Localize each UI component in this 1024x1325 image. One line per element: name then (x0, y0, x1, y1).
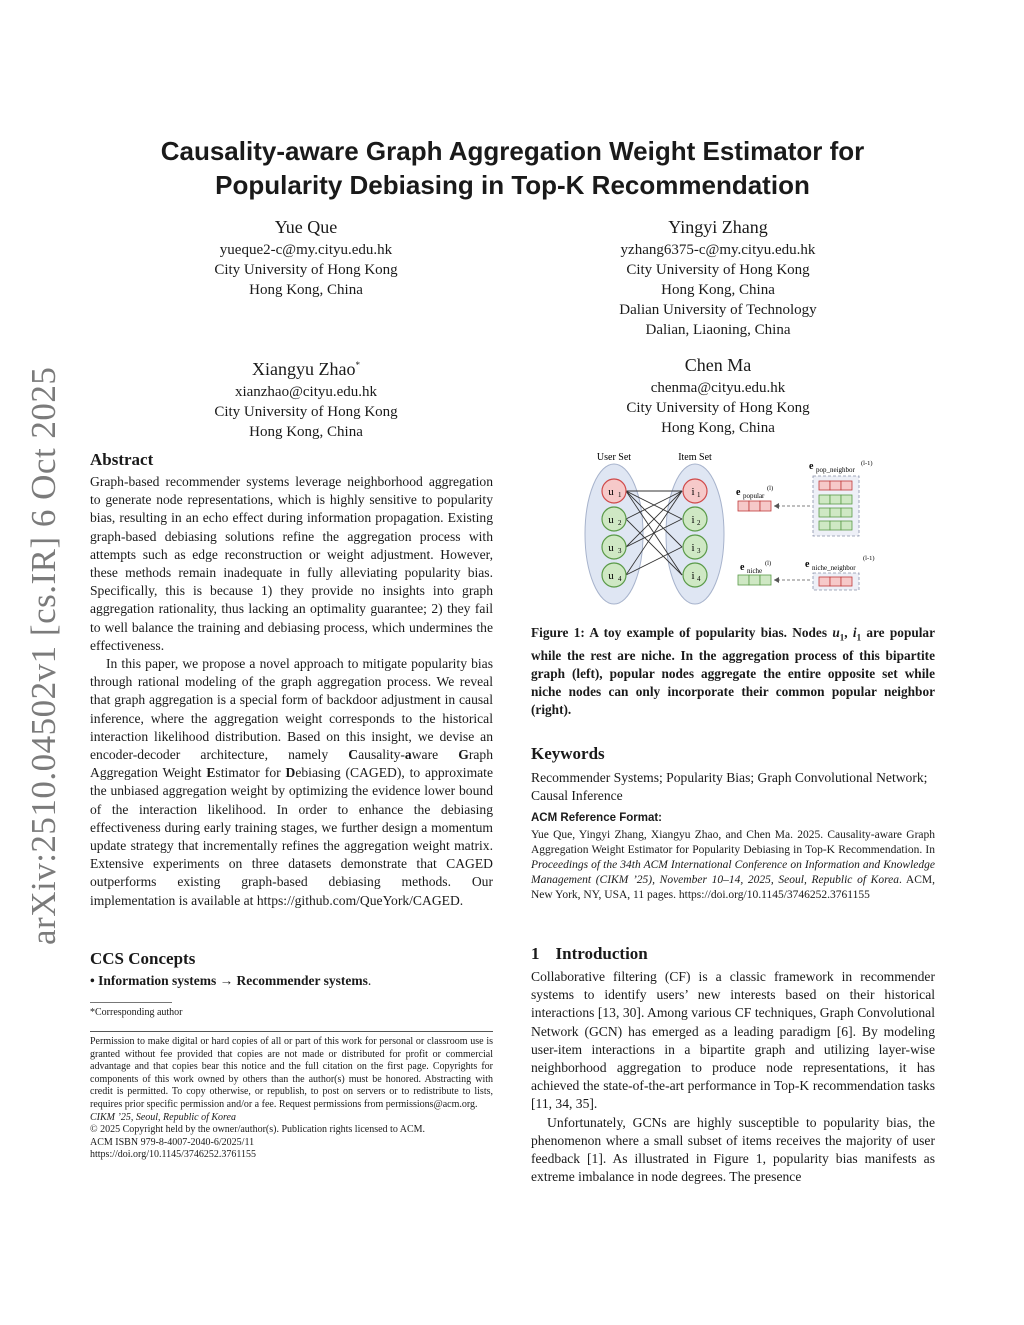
niche-neighbor-layer: (l-1) (863, 555, 875, 562)
niche-embedding-layer: (l) (765, 560, 772, 567)
caption-text: are popular while the rest are niche. In the aggregation process of this bipartite graph (left), popular nodes aggregate the entire opposite set while niche nodes can only incorporate their common popular neighbor (right). (531, 625, 935, 718)
caption-sub: 1 (839, 632, 845, 643)
figure-1-diagram (580, 446, 890, 616)
acronym-letter: E (206, 765, 216, 781)
abstract-paragraph-1: Graph-based recommender systems leverage neighborhood aggregation to generate node representations, which is highly sensitive to popularity bias, resulting in an echo effect during information propagation. Existing graph-based debiasing solutions refine the aggregation process with attempts such as edge reconstruction or weight adjustment. However, these methods remain inadequate in fully alleviating popularity bias. Specifically, this is because 1) they provide no insights into graph aggregation rationality, thus lacking an optimality guarantee; 2) they fail to well balance the training and debiasing process, which undermines the effectiveness. (90, 474, 493, 653)
item-node-3-label: i (691, 542, 695, 554)
author-affiliation: City University of Hong Kong (626, 400, 810, 416)
author-name: Yue Que (274, 217, 338, 237)
user-set-label: User Set (596, 452, 632, 463)
pop-neighbor-layer: (l-1) (861, 460, 873, 467)
item-node-1 (683, 479, 707, 503)
author-email[interactable]: chenma@cityu.edu.hk (650, 380, 786, 396)
venue-line: CIKM ’25, Seoul, Republic of Korea (90, 1111, 236, 1123)
title-line-1: Causality-aware Graph Aggregation Weight Estimator for (160, 136, 865, 166)
author-affiliation: City University of Hong Kong (626, 262, 810, 278)
author-location: Hong Kong, China (661, 420, 775, 436)
user-node-4-label: u (608, 570, 614, 582)
author-block-3 (180, 352, 432, 442)
author-location: Hong Kong, China (249, 424, 363, 440)
caption-sub: 1 (856, 632, 862, 643)
item-node-1-index: 1 (697, 491, 701, 499)
corresponding-mark: * (355, 360, 360, 370)
acronym-letter: D (285, 765, 296, 781)
figure-1-caption (531, 624, 935, 720)
user-node-2-label: u (608, 514, 614, 526)
author-name: Xiangyu Zhao (252, 359, 356, 379)
user-node-3-index: 3 (618, 547, 622, 555)
arrow-head-icon (774, 503, 779, 509)
item-node-2-index: 2 (697, 519, 701, 527)
popular-embedding (736, 485, 773, 511)
niche-embedding (738, 560, 771, 585)
section-title: Introduction (555, 944, 648, 963)
permission-divider (90, 1031, 493, 1032)
niche-neighbor-symbol: e (805, 559, 810, 570)
paper-title (90, 134, 935, 202)
popular-embedding-symbol: e (736, 487, 741, 498)
introduction-heading (531, 943, 648, 965)
caption-comma: , (844, 625, 853, 640)
isbn-line: ACM ISBN 979-8-4007-2040-6/2025/11 (90, 1136, 255, 1148)
abstract-body (90, 473, 493, 910)
popular-embedding-layer: (l) (767, 485, 774, 492)
intro-paragraph-2: Unfortunately, GCNs are highly susceptible to popularity bias, the phenomenon where a small subset of items receives the majority of user feedback [1]. As illustrated in Figure 1, popularity bias manifests as extreme imbalance in node degrees. The presence (531, 1114, 935, 1185)
item-node-2 (683, 507, 707, 531)
user-node-3-label: u (608, 542, 614, 554)
acm-reference-heading: ACM Reference Format: (531, 812, 662, 824)
item-node-4-label: i (691, 570, 695, 582)
user-node-2 (602, 507, 626, 531)
keywords-text: Recommender Systems; Popularity Bias; Graph Convolutional Network; Causal Inference (531, 770, 928, 804)
keywords-heading: Keywords (531, 744, 605, 763)
ccs-period: . (367, 973, 372, 988)
user-node-1-index: 1 (618, 491, 622, 499)
arrow-icon: → (219, 973, 234, 988)
author-location: Hong Kong, China (249, 282, 363, 298)
popular-embedding-sub: popular (743, 492, 765, 500)
user-node-1-label: u (608, 486, 614, 498)
acm-reference-part: Yue Que, Yingyi Zhang, Xiangyu Zhao, and Chen Ma. 2025. Causality-aware Graph Aggregation Weight Estimator for Popularity Debiasing in Top-K Recommendation. In (531, 829, 935, 856)
niche-neighbor-embeddings (805, 555, 875, 590)
acm-reference-proceedings: Proceedings of the 34th ACM International Conference on Information and Knowledge Management (CIKM ’25), November 10–14, 2025, Seoul, Republic of Korea (531, 859, 935, 886)
pop-neighbor-symbol: e (809, 461, 814, 472)
user-node-4 (602, 563, 626, 587)
item-node-2-label: i (691, 514, 695, 526)
title-line-2: Popularity Debiasing in Top-K Recommendation (215, 170, 810, 200)
item-node-3-index: 3 (697, 547, 701, 555)
permission-block (90, 1036, 493, 1162)
user-node-2-index: 2 (618, 519, 622, 527)
niche-embedding-symbol: e (740, 562, 745, 573)
ccs-subconcept: Recommender systems (236, 973, 368, 988)
author-name-wrapper (180, 352, 432, 382)
abstract-text: stimator for (215, 765, 286, 781)
acm-reference-part: . ACM, New York, NY, USA, 11 pages. https://doi.org/10.1145/3746252.3761155 (531, 874, 935, 901)
niche-neighbor-sub: niche_neighbor (812, 564, 856, 572)
author-affiliation: City University of Hong Kong (214, 404, 398, 420)
ccs-bullet: • (90, 973, 95, 988)
author-block-2 (592, 214, 844, 340)
author-email[interactable]: yueque2-c@my.cityu.edu.hk (219, 242, 393, 258)
abstract-text: ausality- (358, 747, 405, 763)
author-affiliation-2: Dalian University of Technology (619, 302, 817, 318)
ccs-concepts (90, 972, 493, 990)
user-node-4-index: 4 (618, 575, 622, 583)
abstract-text: In this paper, we propose a novel approach to mitigate popularity bias through rational modeling of the graph aggregation process. We reveal that graph aggregation is a special form of backdoor adjustment in causal inference, where the aggregation weight corresponds to the historical interaction likelihood distribution. Based on this insight, we devise an encoder-decoder architecture, namely (90, 656, 493, 763)
author-name: Chen Ma (684, 355, 752, 375)
author-email[interactable]: xianzhao@cityu.edu.hk (234, 384, 378, 400)
intro-paragraph-1: Collaborative filtering (CF) is a classic framework in recommender systems to identify users’ new interests based on their historical interactions [13, 30]. Among various CF techniques, Graph Convolutional Network (GCN) has emerged as a leading paradigm [6]. By modeling user-item interactions in a bipartite graph and utilizing layer-wise neighborhood aggregation to produce node representations, it has achieved the state-of-the-art performance in Top-K recommendation tasks [11, 34, 35]. (531, 969, 935, 1112)
pop-neighbor-embeddings (809, 460, 873, 536)
acronym-letter: C (348, 747, 359, 763)
ccs-heading: CCS Concepts (90, 949, 196, 968)
author-email[interactable]: yzhang6375-c@my.cityu.edu.hk (620, 242, 816, 258)
author-location-2: Dalian, Liaoning, China (645, 322, 791, 338)
abstract-paragraph-2 (90, 655, 493, 910)
arxiv-identifier: arXiv:2510.04502v1 [cs.IR] 6 Oct 2025 (24, 366, 63, 945)
permission-text: Permission to make digital or hard copies of all or part of this work for personal or classroom use is granted without fee provided that copies are not made or distributed for profit or commercial advantage and that copies bear this notice and the full citation on the first page. Copyrights for components of this work owned by others than the author(s) must be honored. Abstracting with credit is permitted. To copy otherwise, or republish, to post on servers or to redistribute to lists, requires prior specific permission and/or a fee. Request permissions from permissions@acm.org. (90, 1036, 493, 1110)
author-name: Yingyi Zhang (668, 217, 768, 237)
item-set-label: Item Set (678, 452, 712, 463)
abstract-heading: Abstract (90, 450, 154, 469)
caption-var-u: u (832, 625, 840, 640)
abstract-text: ware (411, 747, 459, 763)
corresponding-footnote: *Corresponding author (90, 1007, 183, 1018)
caption-var-i: i (852, 625, 857, 640)
doi-line[interactable]: https://doi.org/10.1145/3746252.3761155 (90, 1149, 257, 1161)
item-node-4-index: 4 (697, 575, 701, 583)
niche-embedding-sub: niche (747, 567, 763, 575)
footnote-divider (90, 1002, 172, 1003)
user-node-3 (602, 535, 626, 559)
acronym-letter: G (458, 747, 469, 763)
author-block-1 (180, 214, 432, 300)
caption-text: Figure 1: A toy example of popularity bias. Nodes (531, 625, 833, 640)
abstract-text: ebiasing (CAGED), to approximate the unbiased aggregation weight by optimizing the evidence lower bound of the interaction likelihood. In order to enhance the debiasing effectiveness during early training stages, we further design a momentum update strategy that incrementally refines the aggregation weight matrix. Extensive experiments on three datasets demonstrate that CAGED outperforms existing graph-based debiasing methods. Our implementation is available at https://github.com/QueYork/CAGED. (90, 765, 493, 908)
ccs-concept: Information systems (98, 973, 217, 988)
item-node-3 (683, 535, 707, 559)
author-affiliation: City University of Hong Kong (214, 262, 398, 278)
copyright-line: © 2025 Copyright held by the owner/author(s). Publication rights licensed to ACM. (90, 1124, 426, 1136)
introduction-body (531, 968, 935, 1186)
arrow-head-icon (774, 577, 779, 583)
acronym-letter: a (404, 747, 412, 763)
section-number: 1 (531, 944, 540, 963)
abstract-text: raph Aggregation Weight (90, 747, 494, 781)
author-block-4 (592, 352, 844, 438)
user-node-1 (602, 479, 626, 503)
author-location: Hong Kong, China (661, 282, 775, 298)
item-node-4 (683, 563, 707, 587)
item-node-1-label: i (691, 486, 695, 498)
acm-reference-text (531, 828, 935, 903)
pop-neighbor-sub: pop_neighbor (816, 466, 855, 474)
